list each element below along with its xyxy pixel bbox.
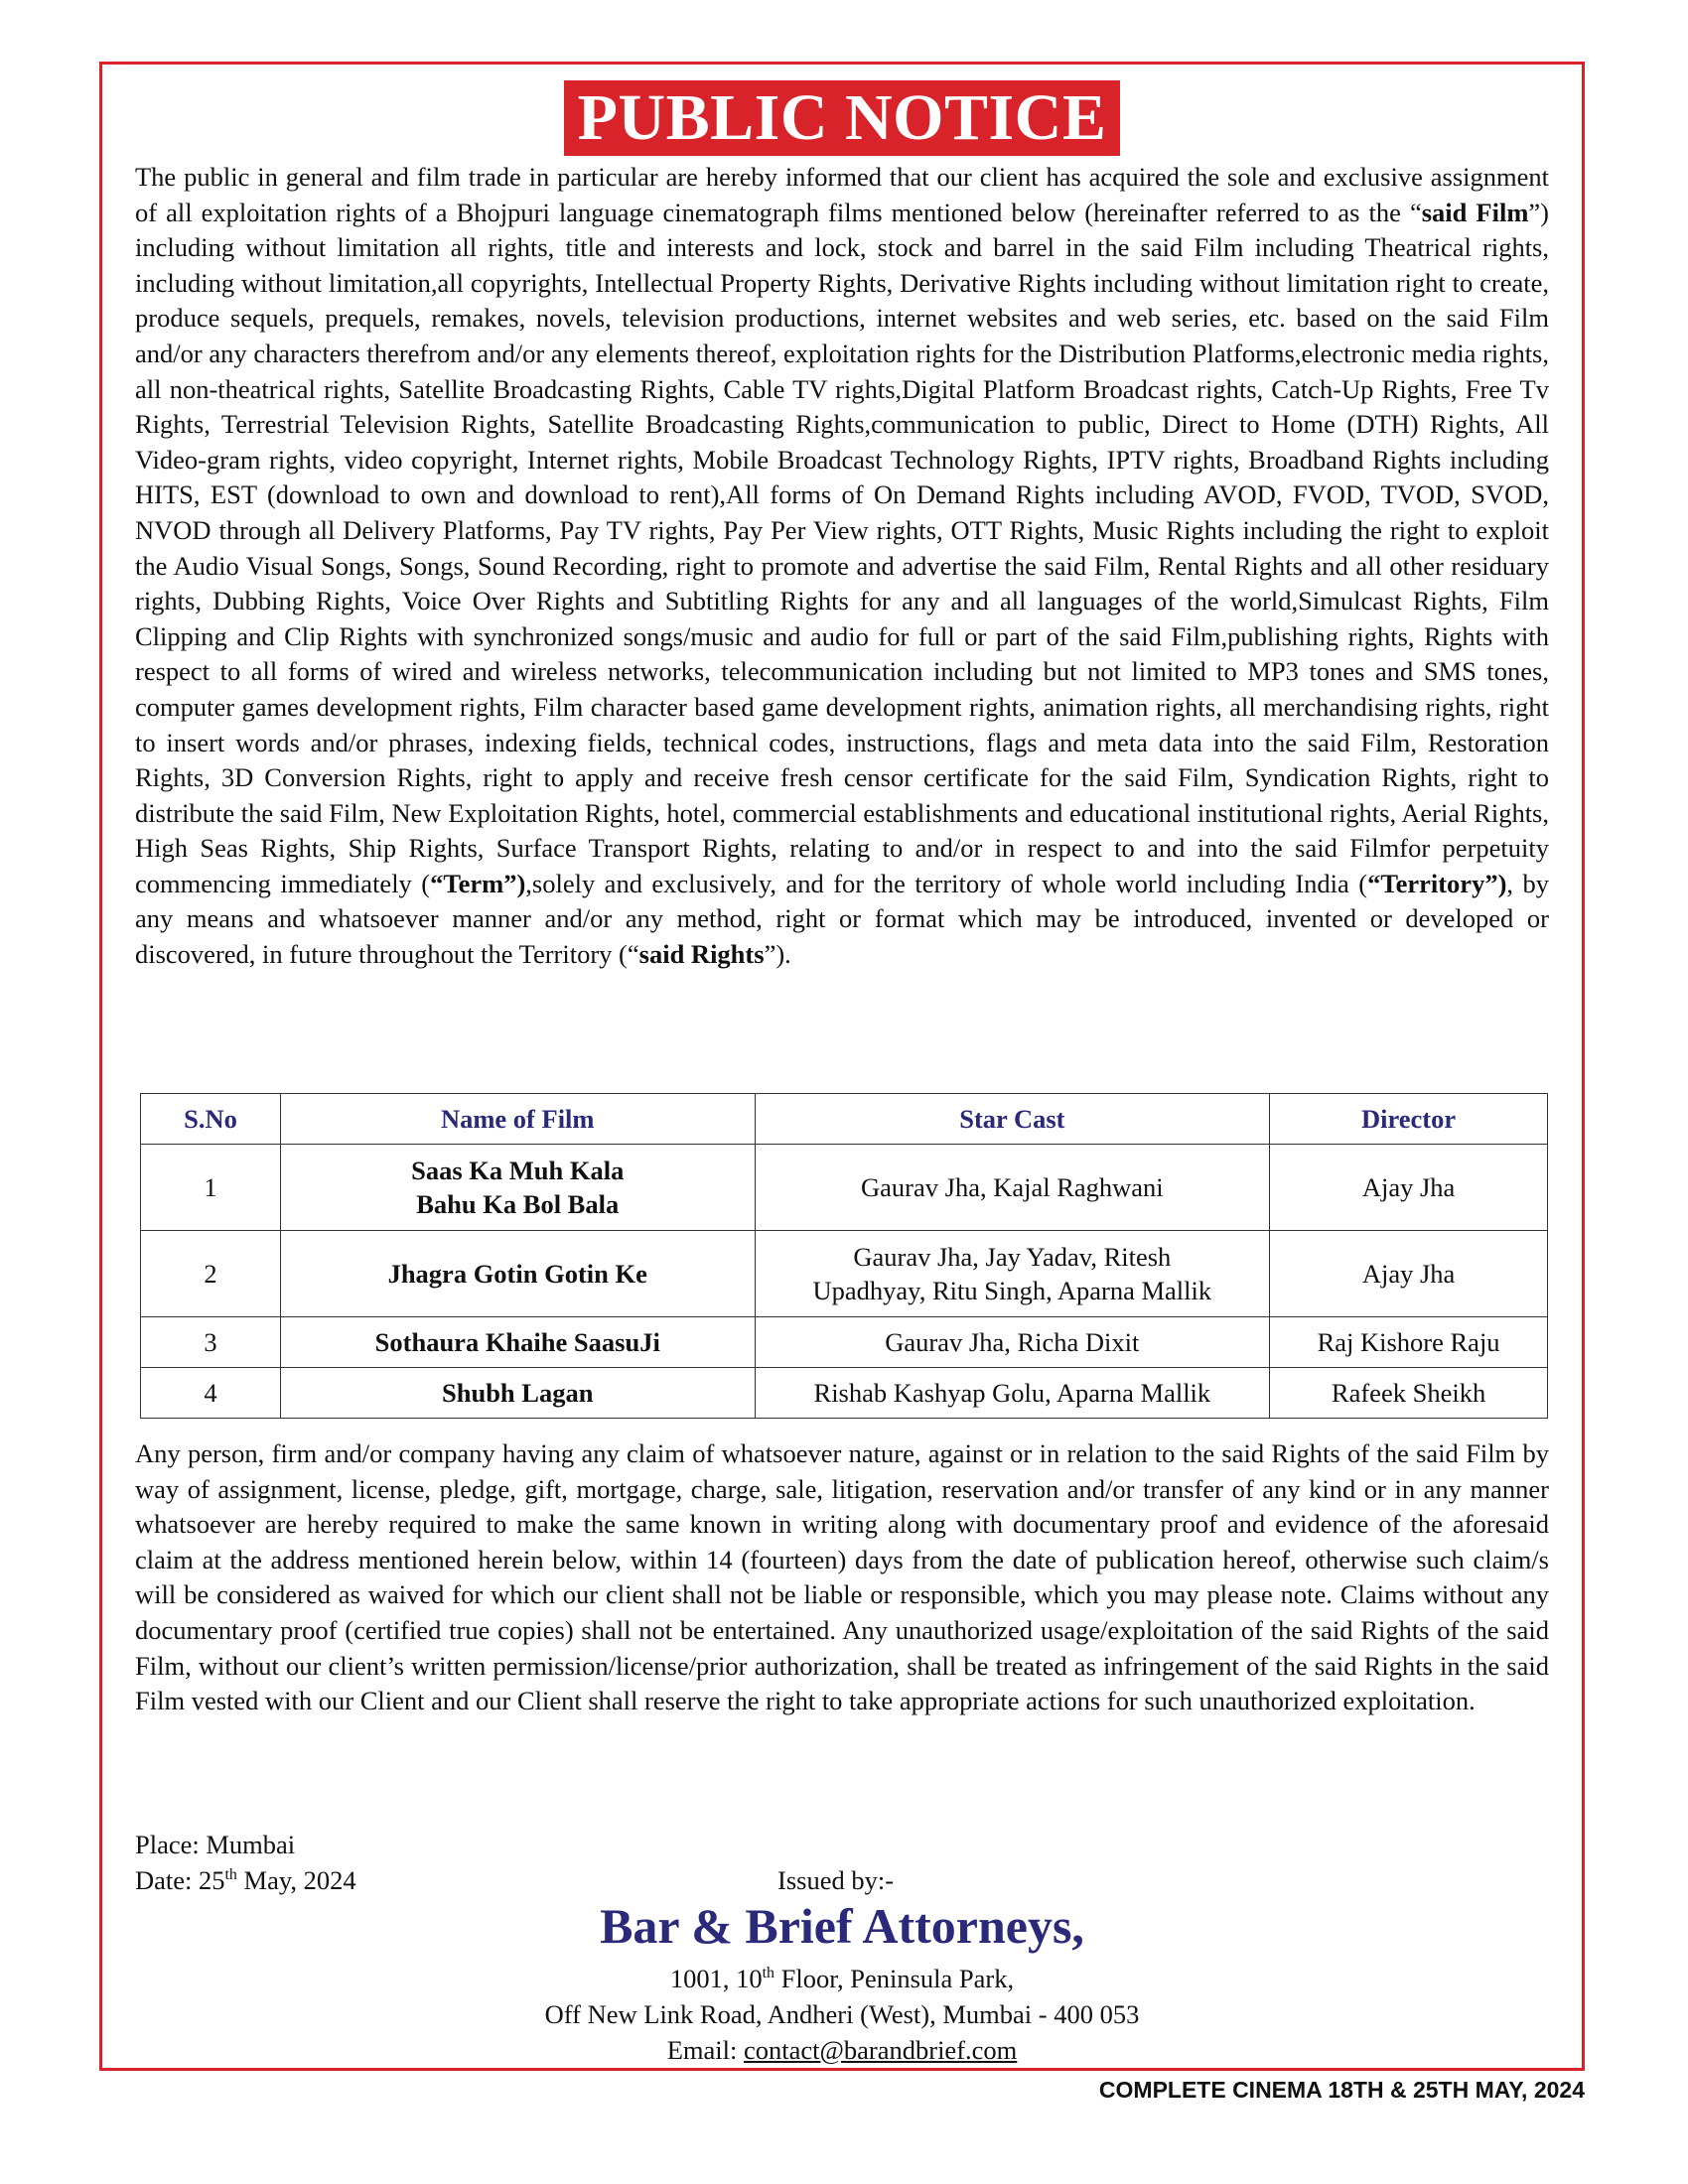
cell-star-cast [755,1231,1270,1317]
cell-film-name: Sothaura Khaihe SaasuJi [280,1317,755,1368]
publication-footer: COMPLETE CINEMA 18TH & 25TH MAY, 2024 [1098,2077,1585,2103]
film-name-line2: Bahu Ka Bol Bala [416,1189,620,1219]
table-row [141,1368,1548,1419]
cell-star-cast: Rishab Kashyap Golu, Aparna Mallik [755,1368,1270,1419]
intro-part4: , by any means and whatsoever manner and/or any method, right or format which may be introduced, invented or developed or discovered, in future throughout the Territory (“ [135,868,1550,970]
intro-part3: ,solely and exclusively, and for the territory of whole world including India ( [525,868,1368,898]
cell-sno: 3 [141,1317,281,1368]
cell-director: Ajay Jha [1270,1145,1548,1231]
place-text: Place: Mumbai [135,1830,296,1859]
intro-part5: ”). [764,939,791,970]
cell-sno: 1 [141,1145,281,1231]
cell-sno: 4 [141,1368,281,1419]
term-definition: “Term”) [430,868,526,898]
cell-sno: 2 [141,1231,281,1317]
table-row [141,1231,1548,1317]
address-line1-suffix: Floor, Peninsula Park, [774,1964,1015,1993]
table-row [141,1145,1548,1231]
header-film-name: Name of Film [280,1094,755,1145]
address-line2: Off New Link Road, Andheri (West), Mumbai - 400 053 [544,1999,1140,2029]
place-date-block [135,1827,356,1898]
address-line1 [102,1961,1582,1996]
firm-name: Bar & Brief Attorneys, [600,1898,1084,1954]
films-table [140,1093,1548,1419]
date-suffix: May, 2024 [236,1865,356,1895]
intro-part2: ”) including without limitation all rights, title and interests and lock, stock and barrel in the said Film including Theatrical rights, including without limitation,all copyrights, Intellectual Property Rights, Derivative Rights including without limitation right to create, produce sequels, prequels, remakes, novels, television productions, internet websites and web series, etc. based on the said Film and/or any characters therefrom and/or any elements thereof, exploitation rights for the Distribution Platforms,electronic media rights, all non-theatrical rights, Satellite Broadcasting Rights, Cable TV rights,Digital Platform Broadcast rights, Catch-Up Rights, Free Tv Rights, Terrestrial Television Rights, Satellite Broadcasting Rights,communication to public, Direct to Home (DTH) Rights, All Video-gram rights, video copyright, Internet rights, Mobile Broadcast Technology Rights, IPTV rights, Broadband Rights including HITS, EST (download to own and download to rent),All forms of On Demand Rights including AVOD, FVOD, TVOD, SVOD, NVOD through all Delivery Platforms, Pay TV rights, Pay Per View rights, OTT Rights, Music Rights including the right to exploit the Audio Visual Songs, Songs, Sound Recording, right to promote and advertise the said Film, Rental Rights and all other residuary rights, Dubbing Rights, Voice Over Rights and Subtitling Rights for any and all languages of the world,Simulcast Rights, Film Clipping and Clip Rights with synchronized songs/music and audio for full or part of the said Film,publishing rights, Rights with respect to all forms of wired and wireless networks, telecommunication including but not limited to MP3 tones and SMS tones, computer games development rights, Film character based game development rights, animation rights, all merchandising rights, right to insert words and/or phrases, indexing fields, technical codes, instructions, flags and meta data into the said Film, Restoration Rights, 3D Conversion Rights, right to apply and receive fresh censor certificate for the said Film, Syndication Rights, right to distribute the said Film, New Exploitation Rights, hotel, commercial establishments and educational institutional rights, Aerial Rights, High Seas Rights, Ship Rights, Surface Transport Rights, relating to and/or in respect to and into the said Filmfor perpetuity commencing immediately ( [135,197,1550,898]
date-ordinal: th [224,1866,237,1884]
table-row [141,1317,1548,1368]
title-wrap [102,80,1582,156]
header-star-cast: Star Cast [755,1094,1270,1145]
email-link[interactable]: contact@barandbrief.com [743,2035,1018,2065]
territory-definition: “Territory”) [1367,868,1507,898]
star-cast-line2: Upadhyay, Ritu Singh, Aparna Mallik [812,1276,1212,1305]
header-director: Director [1270,1094,1548,1145]
address-floor-ordinal: th [762,1965,774,1982]
cell-film-name: Shubh Lagan [280,1368,755,1419]
date-prefix: Date: 25 [135,1865,225,1895]
email-label: Email: [666,2035,744,2065]
cell-film-name [280,1145,755,1231]
issued-by-label: Issued by:- [777,1865,895,1895]
cell-director: Raj Kishore Raju [1270,1317,1548,1368]
table-header-row [141,1094,1548,1145]
intro-part1: The public in general and film trade in particular are hereby informed that our client has acquired the sole and exclusive assignment of all exploitation rights of a Bhojpuri language cinematograph films mentioned below (hereinafter referred to as the “ [135,162,1549,227]
email-line [102,2032,1582,2068]
cell-director: Rafeek Sheikh [1270,1368,1548,1419]
claims-paragraph: Any person, firm and/or company having any claim of whatsoever nature, against or in relation to the said Rights of the said Film by way of assignment, license, pledge, gift, mortgage, charge, sale, litigation, reservation and/or transfer of any kind or in any manner whatsoever are hereby required to make the same known in writing along with documentary proof and evidence of the aforesaid claim at the address mentioned herein below, within 14 (fourteen) days from the date of publication hereof, otherwise such claim/s will be considered as waived for which our client shall not be liable or responsible, which you may please note. Claims without any documentary proof (certified true copies) shall not be entertained. Any unauthorized usage/exploitation of the said Rights of the said Film, without our client’s written permission/license/prior authorization, shall be treated as infringement of the said Rights in the said Film vested with our Client and our Client shall reserve the right to take appropriate actions for such unauthorized exploitation. [135,1438,1549,1716]
cell-star-cast: Gaurav Jha, Kajal Raghwani [755,1145,1270,1231]
notice-frame [99,62,1585,2071]
said-film-term: said Film [1421,197,1529,227]
address-line1-prefix: 1001, 10 [669,1964,763,1993]
film-name-line1: Saas Ka Muh Kala [411,1156,625,1185]
intro-paragraph [135,160,1549,973]
notice-title: PUBLIC NOTICE [564,80,1121,156]
said-rights-term: said Rights [638,939,765,970]
cell-director: Ajay Jha [1270,1231,1548,1317]
header-sno: S.No [141,1094,281,1145]
star-cast-line1: Gaurav Jha, Jay Yadav, Ritesh [853,1242,1172,1272]
firm-address [102,1961,1582,2068]
date-text [135,1862,356,1898]
cell-film-name: Jhagra Gotin Gotin Ke [280,1231,755,1317]
cell-star-cast: Gaurav Jha, Richa Dixit [755,1317,1270,1368]
